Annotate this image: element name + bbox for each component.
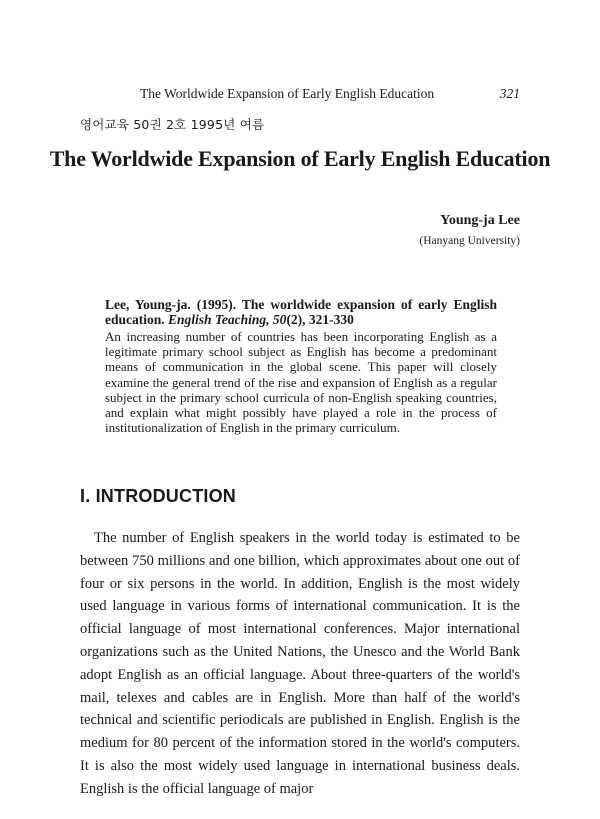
page-number: 321 xyxy=(499,86,520,101)
abstract xyxy=(105,297,497,435)
abstract-text: An increasing number of countries has been incorporating English as a legitimate primary school subject as English has become a predominant means of communication in the global scene. This paper will closely examine the general trend of the rise and expansion of English as a regular subject in the primary school curricula of non-English speaking countries, and explain what might possibly have played a role in the process of institutionalization of English in the primary curriculum. xyxy=(105,329,497,436)
journal-info: 영어교육 50권 2호 1995년 여름 xyxy=(80,117,265,132)
citation-suffix: (2), 321-330 xyxy=(286,312,354,327)
author-name: Young-ja Lee xyxy=(440,213,520,228)
author-block xyxy=(419,213,520,247)
abstract-citation xyxy=(105,297,497,327)
body-paragraph: The number of English speakers in the world today is estimated to be between 750 millions and one billion, which approximates about one out of four or six persons in the world. In addition, English is the most widely used language in various forms of international communication. It is the official language of most international conferences. Major international organizations such as the United Nations, the Unesco and the World Bank adopt English as an official language. About three-quarters of the world's mail, telexes and cables are in English. More than half of the world's technical and scientific periodicals are published in English. English is the medium for 80 percent of the information stored in the world's computers. It is also the most widely used language in international business deals. English is the official language of major xyxy=(80,530,520,797)
author-affiliation: (Hanyang University) xyxy=(419,235,520,247)
citation-prefix: Lee, Young-ja. (1995). The worldwide expansion of early English education. xyxy=(105,297,497,327)
paper-title: The Worldwide Expansion of Early English Education xyxy=(49,146,551,171)
running-title: The Worldwide Expansion of Early English Education xyxy=(140,86,435,101)
section-heading: I. INTRODUCTION xyxy=(80,486,236,506)
running-header xyxy=(80,86,520,104)
citation-journal: English Teaching, 50 xyxy=(168,312,287,327)
